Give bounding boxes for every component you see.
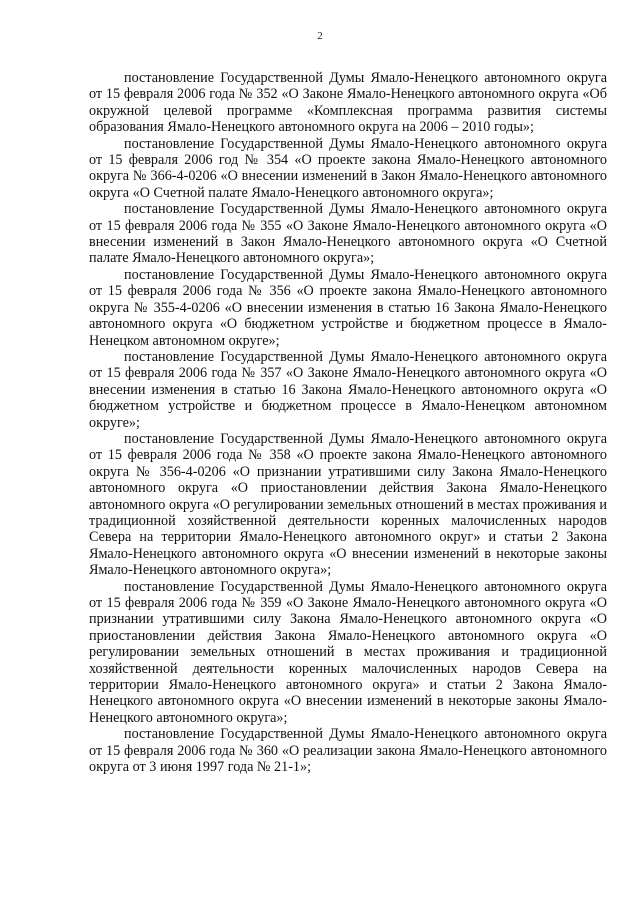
paragraph-resolution-357: постановление Государственной Думы Ямало-Ненецкого автономного округа от 15 февраля 2006 года № 357 «О Законе Ямало-Ненецкого автономного округа «О внесении изменения в статью 16 Закона Ямало-Ненецкого автономного округа «О бюджетном устройстве и бюджетном процессе в Ямало-Ненецком автономном округе»; bbox=[89, 348, 607, 431]
paragraph-resolution-355: постановление Государственной Думы Ямало-Ненецкого автономного округа от 15 февраля 2006 года № 355 «О Законе Ямало-Ненецкого автономного округа «О внесении изменений в Закон Ямало-Ненецкого автономного округа «О Счетной палате Ямало-Ненецкого автономного округа»; bbox=[89, 201, 607, 267]
paragraph-resolution-358: постановление Государственной Думы Ямало-Ненецкого автономного округа от 15 февраля 2006 года № 358 «О проекте закона Ямало-Ненецкого автономного округа № 356-4-0206 «О признании утратившими силу Закона Ямало-Ненецкого автономного округа «О приостановлении действия Закона Ямало-Ненецкого автономного округа «О регулировании земельных отношений в местах проживания и традиционной хозяйственной деятельности коренных малочисленных народов Севера на территории Ямало-Ненецкого автономного округ» и статьи 2 Закона Ямало-Ненецкого автономного округа «О внесении изменений в некоторые законы Ямало-Ненецкого автономного округа»; bbox=[89, 430, 607, 579]
page-number: 2 bbox=[317, 30, 323, 42]
paragraph-resolution-352: постановление Государственной Думы Ямало-Ненецкого автономного округа от 15 февраля 2006 года № 352 «О Законе Ямало-Ненецкого автономного округа «Об окружной целевой программе «Комплексная программа развития системы образования Ямало-Ненецкого автономного округа на 2006 – 2010 годы»; bbox=[89, 70, 607, 136]
paragraph-resolution-356: постановление Государственной Думы Ямало-Ненецкого автономного округа от 15 февраля 2006 года № 356 «О проекте закона Ямало-Ненецкого автономного округа № 355-4-0206 «О внесении изменения в статью 16 Закона Ямало-Ненецкого автономного округа «О бюджетном устройстве и бюджетном процессе в Ямало-Ненецком автономном округе»; bbox=[89, 266, 607, 349]
paragraph-resolution-359: постановление Государственной Думы Ямало-Ненецкого автономного округа от 15 февраля 2006 года № 359 «О Законе Ямало-Ненецкого автономного округа «О признании утратившими силу Закона Ямало-Ненецкого автономного округа «О приостановлении действия Закона Ямало-Ненецкого автономного округа «О регулировании земельных отношений в местах проживания и традиционной хозяйственной деятельности коренных малочисленных народов Севера на территории Ямало-Ненецкого автономного округа» и статьи 2 Закона Ямало-Ненецкого автономного округа «О внесении изменений в некоторые законы Ямало-Ненецкого автономного округа»; bbox=[89, 578, 607, 726]
document-body bbox=[89, 70, 607, 775]
paragraph-resolution-360: постановление Государственной Думы Ямало-Ненецкого автономного округа от 15 февраля 2006 года № 360 «О реализации закона Ямало-Ненецкого автономного округа от 3 июня 1997 года № 21-1»; bbox=[89, 726, 607, 776]
paragraph-resolution-354: постановление Государственной Думы Ямало-Ненецкого автономного округа от 15 февраля 2006 год № 354 «О проекте закона Ямало-Ненецкого автономного округа № 366-4-0206 «О внесении изменений в Закон Ямало-Ненецкого автономного округа «О Счетной палате Ямало-Ненецкого автономного округа»; bbox=[89, 135, 607, 201]
